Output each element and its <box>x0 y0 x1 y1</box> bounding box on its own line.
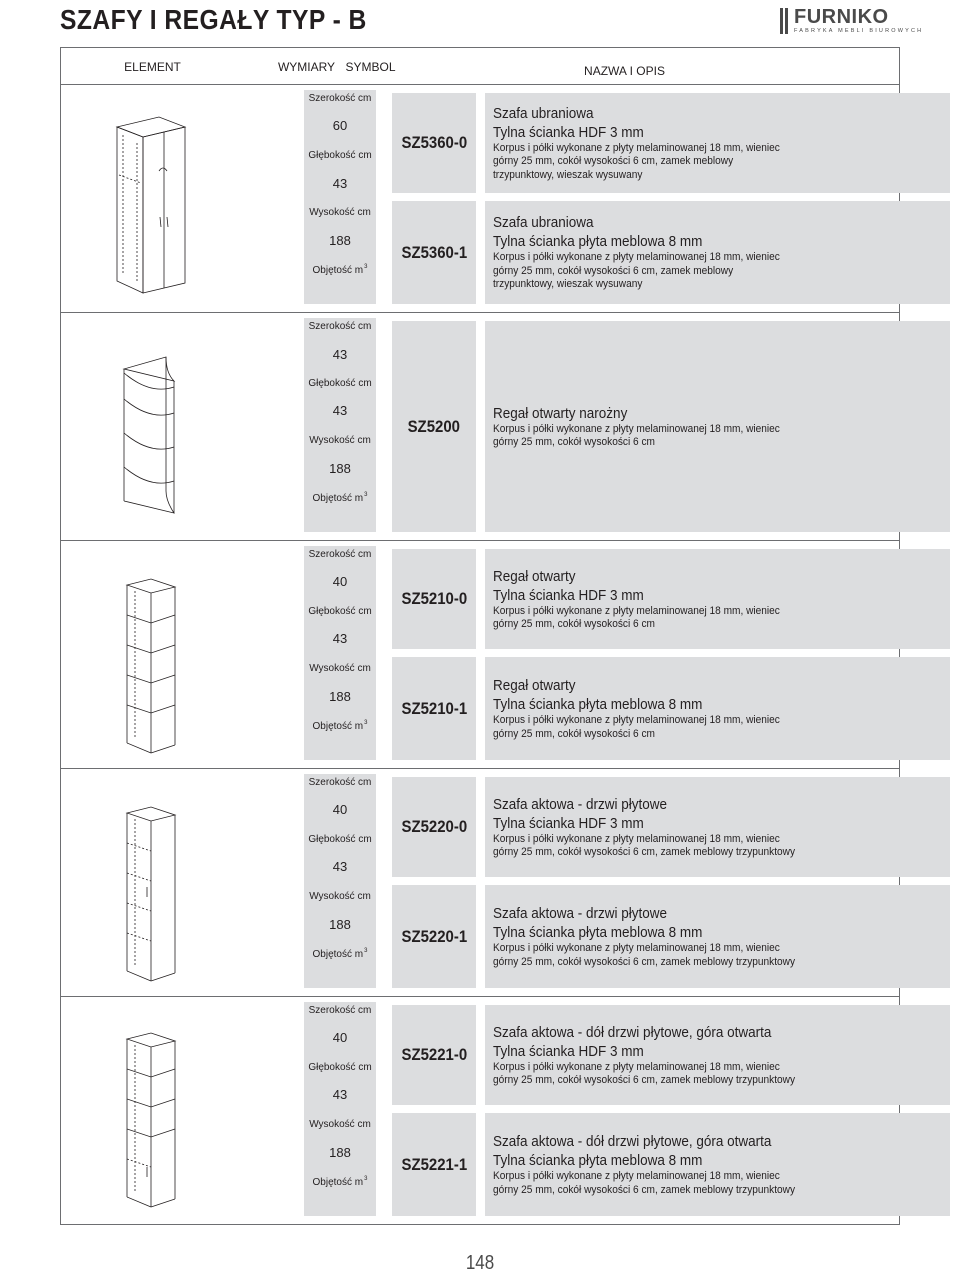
depth-label: Głębokość cm <box>308 1062 372 1073</box>
open-shelf-drawing-icon <box>121 573 181 759</box>
product-description: Korpus i półki wykonane z płyty melaminowanej 18 mm, wieniec górny 25 mm, cokół wysokości 6 cm, zamek meblowy trzypunktowy <box>493 942 796 968</box>
half-open-cabinet-drawing-icon <box>121 1027 181 1213</box>
product-symbol: SZ5220-1 <box>401 926 467 946</box>
brand-name: FURNIKO <box>794 6 889 28</box>
depth-value: 43 <box>332 631 348 646</box>
description-box <box>485 777 950 877</box>
product-description: Korpus i półki wykonane z płyty melaminowanej 18 mm, wieniec górny 25 mm, cokół wysokości 6 cm <box>493 422 780 448</box>
product-description: Korpus i półki wykonane z płyty melaminowanej 18 mm, wieniec górny 25 mm, cokół wysokości 6 cm, zamek meblowy trzypunktowy <box>493 1170 796 1196</box>
description-box <box>485 1005 950 1105</box>
symbol-box <box>392 777 476 877</box>
depth-value: 43 <box>332 176 348 191</box>
symbol-box <box>392 549 476 649</box>
symbol-box <box>392 1005 476 1105</box>
description-box <box>485 1113 950 1216</box>
table-header <box>60 47 900 85</box>
dimensions-panel <box>304 774 376 988</box>
volume-label: Objętość $m^3$ <box>312 948 368 960</box>
width-label: Szerokość cm <box>308 777 372 788</box>
product-section-sz5360 <box>60 84 900 313</box>
product-symbol: SZ5221-1 <box>401 1154 467 1174</box>
height-label: Wysokość cm <box>309 435 371 446</box>
product-description: Korpus i półki wykonane z płyty melaminowanej 18 mm, wieniec górny 25 mm, cokół wysokości 6 cm <box>493 604 780 630</box>
volume-label: Objętość $m^3$ <box>312 1176 368 1188</box>
width-label: Szerokość cm <box>308 549 372 560</box>
symbol-box <box>392 1113 476 1216</box>
product-name: Regał otwarty <box>493 567 576 585</box>
width-value: 40 <box>332 574 348 589</box>
product-back-panel: Tylna ścianka HDF 3 mm <box>493 1042 644 1060</box>
product-section-sz5210 <box>60 540 900 769</box>
product-symbol: SZ5210-0 <box>401 589 467 608</box>
page-number: 148 <box>465 1252 495 1273</box>
depth-label: Głębokość cm <box>308 378 372 389</box>
product-name: Regał otwarty <box>493 677 576 694</box>
dimensions-panel <box>304 318 376 532</box>
width-label: Szerokość cm <box>308 93 372 104</box>
height-value: 188 <box>329 1145 351 1160</box>
product-back-panel: Tylna ścianka HDF 3 mm <box>493 814 644 832</box>
product-name: Szafa aktowa - drzwi płytowe <box>493 905 668 922</box>
description-box <box>485 657 950 760</box>
width-label: Szerokość cm <box>308 1005 372 1016</box>
brand-logo <box>780 6 924 36</box>
symbol-box <box>392 657 476 760</box>
file-cabinet-drawing-icon <box>121 801 181 987</box>
depth-value: 43 <box>332 859 348 874</box>
product-description: Korpus i półki wykonane z płyty melaminowanej 18 mm, wieniec górny 25 mm, cokół wysokości 6 cm, zamek meblowy trzypunktowy, wieszak wysuwany <box>493 141 780 181</box>
product-section-sz5221 <box>60 996 900 1225</box>
product-section-sz5220 <box>60 768 900 997</box>
wardrobe-drawing-icon <box>111 105 191 295</box>
depth-label: Głębokość cm <box>308 150 372 161</box>
product-description: Korpus i półki wykonane z płyty melaminowanej 18 mm, wieniec górny 25 mm, cokół wysokości 6 cm, zamek meblowy trzypunktowy <box>493 1060 796 1086</box>
product-symbol: SZ5200 <box>407 416 461 436</box>
volume-label: Objętość $m^3$ <box>312 264 368 276</box>
height-value: 188 <box>329 233 351 248</box>
description-box <box>485 885 950 988</box>
product-symbol: SZ5220-0 <box>401 817 467 836</box>
description-box <box>485 321 950 532</box>
product-back-panel: Tylna ścianka płyta meblowa 8 mm <box>493 696 703 713</box>
dimensions-panel <box>304 1002 376 1216</box>
width-value: 40 <box>332 802 348 817</box>
height-value: 188 <box>329 461 351 476</box>
description-box <box>485 201 950 304</box>
product-symbol: SZ5360-0 <box>401 133 467 152</box>
depth-label: Głębokość cm <box>308 606 372 617</box>
description-box <box>485 549 950 649</box>
description-box <box>485 93 950 193</box>
width-value: 60 <box>332 118 348 133</box>
page-title: SZAFY I REGAŁY TYP - B <box>60 4 367 35</box>
product-name: Szafa aktowa - dół drzwi płytowe, góra otwarta <box>493 1023 772 1041</box>
height-value: 188 <box>329 917 351 932</box>
height-label: Wysokość cm <box>309 1119 371 1130</box>
width-value: 43 <box>332 347 348 362</box>
volume-label: Objętość $m^3$ <box>312 492 368 504</box>
product-back-panel: Tylna ścianka HDF 3 mm <box>493 586 644 604</box>
logo-mark-icon <box>780 8 790 34</box>
product-symbol: SZ5360-1 <box>401 242 467 262</box>
header-element: ELEMENT <box>124 60 181 74</box>
width-label: Szerokość cm <box>308 321 372 332</box>
product-back-panel: Tylna ścianka płyta meblowa 8 mm <box>493 1152 703 1169</box>
depth-label: Głębokość cm <box>308 834 372 845</box>
width-value: 40 <box>332 1030 348 1045</box>
corner-shelf-drawing-icon <box>116 351 186 521</box>
symbol-box <box>392 201 476 304</box>
product-name: Szafa ubraniowa <box>493 214 594 232</box>
product-back-panel: Tylna ścianka płyta meblowa 8 mm <box>493 924 703 941</box>
product-symbol: SZ5210-1 <box>401 698 467 718</box>
height-label: Wysokość cm <box>309 207 371 218</box>
header-symbol: SYMBOL <box>345 60 396 74</box>
depth-value: 43 <box>332 403 348 418</box>
product-back-panel: Tylna ścianka HDF 3 mm <box>493 123 644 141</box>
symbol-box <box>392 885 476 988</box>
product-description: Korpus i półki wykonane z płyty melaminowanej 18 mm, wieniec górny 25 mm, cokół wysokości 6 cm, zamek meblowy trzypunktowy, wieszak wysuwany <box>493 251 780 291</box>
product-symbol: SZ5221-0 <box>401 1045 467 1064</box>
product-name: Szafa aktowa - drzwi płytowe <box>493 795 668 813</box>
product-back-panel: Tylna ścianka płyta meblowa 8 mm <box>493 233 703 251</box>
product-name: Szafa ubraniowa <box>493 104 594 122</box>
symbol-box <box>392 93 476 193</box>
product-name: Regał otwarty narożny <box>493 404 628 422</box>
brand-tagline: FABRYKA MEBLI BIUROWYCH <box>794 28 924 34</box>
height-value: 188 <box>329 689 351 704</box>
header-name: NAZWA I OPIS <box>584 64 665 78</box>
dimensions-panel <box>304 90 376 304</box>
product-description: Korpus i półki wykonane z płyty melaminowanej 18 mm, wieniec górny 25 mm, cokół wysokości 6 cm, zamek meblowy trzypunktowy <box>493 832 796 858</box>
symbol-box <box>392 321 476 532</box>
product-section-sz5200 <box>60 312 900 541</box>
height-label: Wysokość cm <box>309 663 371 674</box>
dimensions-panel <box>304 546 376 760</box>
depth-value: 43 <box>332 1087 348 1102</box>
volume-label: Objętość $m^3$ <box>312 720 368 732</box>
product-name: Szafa aktowa - dół drzwi płytowe, góra otwarta <box>493 1133 772 1150</box>
height-label: Wysokość cm <box>309 891 371 902</box>
product-description: Korpus i półki wykonane z płyty melaminowanej 18 mm, wieniec górny 25 mm, cokół wysokości 6 cm <box>493 714 780 740</box>
header-dimensions: WYMIARY <box>277 60 336 74</box>
